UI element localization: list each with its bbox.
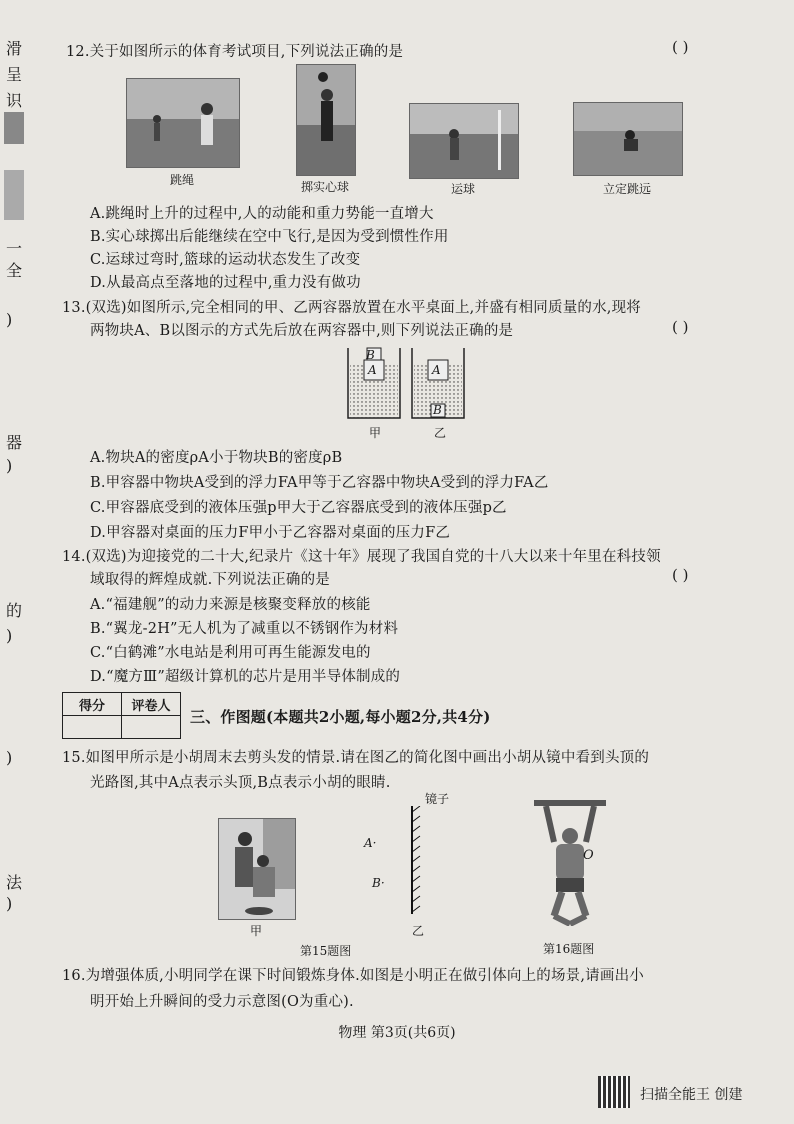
- label-a-jia: A: [368, 363, 377, 377]
- page-footer: 物理 第3页(共6页): [338, 1025, 456, 1041]
- photo-long-jump: [573, 102, 683, 176]
- margin-char: 识: [6, 91, 23, 110]
- margin-char: 器: [6, 433, 23, 452]
- mirror-label: 镜子: [425, 792, 450, 806]
- margin-char: 的: [6, 601, 23, 620]
- q13-option-c: C.甲容器底受到的液体压强p甲大于乙容器底受到的液体压强p乙: [90, 500, 507, 516]
- q14-option-d: D.“魔方Ⅲ”超级计算机的芯片是用半导体制成的: [90, 669, 401, 685]
- photo-jump-rope: [126, 78, 240, 168]
- q16-pullup-figure: [532, 798, 608, 926]
- photo-shot-put: [296, 64, 356, 176]
- label-yi: 乙: [434, 426, 447, 440]
- score-table: [62, 692, 181, 739]
- q15-line1: 15.如图甲所示是小胡周末去剪头发的情景.请在图乙的简化图中画出小胡从镜中看到头顶的: [62, 750, 650, 766]
- margin-char: 呈: [6, 65, 23, 84]
- margin-char: ): [6, 310, 13, 329]
- q12-stem: 12.关于如图所示的体育考试项目,下列说法正确的是: [66, 44, 404, 60]
- q14-stem-line2: 域取得的辉煌成就.下列说法正确的是: [90, 572, 331, 588]
- caption-jump-rope: 跳绳: [169, 173, 194, 187]
- caption-long-jump: 立定跳远: [602, 182, 651, 196]
- margin-char: 滑: [6, 39, 23, 58]
- photo-dribble: [409, 103, 519, 179]
- margin-char: ): [6, 748, 13, 767]
- margin-char: 法: [6, 873, 23, 892]
- grader-cell-label: 评卷人: [122, 693, 181, 716]
- score-cell-blank[interactable]: [63, 716, 122, 739]
- q14-stem-line1: 14.(双选)为迎接党的二十大,纪录片《这十年》展现了我国自党的十八大以来十年里在科技领: [62, 549, 661, 565]
- q14-option-b: B.“翼龙-2H”无人机为了减重以不锈钢作为材料: [90, 621, 399, 637]
- q14-option-c: C.“白鹤滩”水电站是利用可再生能源发电的: [90, 645, 371, 661]
- score-cell-label: 得分: [63, 693, 122, 716]
- q15-label-jia: 甲: [250, 924, 263, 938]
- q13-stem-line1: 13.(双选)如图所示,完全相同的甲、乙两容器放置在水平桌面上,并盛有相同质量的水,现将: [62, 300, 641, 316]
- margin-char: 一: [6, 239, 23, 258]
- label-a-yi: A: [432, 363, 441, 377]
- q16-line2: 明开始上升瞬间的受力示意图(O为重心).: [90, 994, 354, 1010]
- q13-option-d: D.甲容器对桌面的压力F甲小于乙容器对桌面的压力F乙: [90, 525, 451, 541]
- margin-char: 全: [6, 261, 23, 280]
- q12-option-b: B.实心球掷出后能继续在空中飞行,是因为受到惯性作用: [90, 229, 449, 245]
- margin-char: ): [6, 456, 13, 475]
- q12-option-c: C.运球过弯时,篮球的运动状态发生了改变: [90, 252, 361, 268]
- label-b-yi: B: [433, 403, 442, 417]
- label-b-jia: B: [366, 348, 375, 362]
- q13-container-diagram: [340, 344, 470, 422]
- q16-caption: 第16题图: [543, 942, 595, 956]
- q12-answer-paren: ( ): [672, 38, 689, 56]
- caption-dribble: 运球: [450, 182, 475, 196]
- center-of-gravity-label: O: [583, 848, 594, 863]
- caption-shot-put: 掷实心球: [300, 180, 349, 194]
- q12-option-a: A.跳绳时上升的过程中,人的动能和重力势能一直增大: [90, 206, 434, 222]
- point-b: B·: [372, 876, 385, 890]
- margin-char: ): [6, 894, 13, 913]
- q13-option-b: B.甲容器中物块A受到的浮力FA甲等于乙容器中物块A受到的浮力FA乙: [90, 475, 549, 491]
- margin-char: ): [6, 626, 13, 645]
- grader-cell-blank[interactable]: [122, 716, 181, 739]
- q13-stem-line2: 两物块A、B以图示的方式先后放在两容器中,则下列说法正确的是: [90, 323, 514, 339]
- section3-heading: 三、作图题(本题共2小题,每小题2分,共4分): [190, 708, 491, 726]
- q13-answer-paren: ( ): [672, 318, 689, 336]
- q16-line1: 16.为增强体质,小明同学在课下时间锻炼身体.如图是小明正在做引体向上的场景,请画出小: [62, 968, 644, 984]
- q12-option-d: D.从最高点至落地的过程中,重力没有做功: [90, 275, 361, 291]
- margin-scan-mark: [4, 170, 24, 220]
- margin-scan-mark: [4, 112, 24, 144]
- q14-option-a: A.“福建舰”的动力来源是核聚变释放的核能: [90, 597, 371, 613]
- q15-label-yi: 乙: [412, 924, 425, 938]
- q14-answer-paren: ( ): [672, 566, 689, 584]
- q15-caption: 第15题图: [300, 944, 352, 958]
- mirror-diagram: [408, 806, 424, 916]
- q15-line2: 光路图,其中A点表示头顶,B点表示小胡的眼睛.: [90, 775, 391, 791]
- point-a: A·: [364, 836, 377, 850]
- q15-photo-jia: [218, 818, 296, 920]
- q13-option-a: A.物块A的密度ρA小于物块B的密度ρB: [90, 450, 343, 466]
- qr-code-icon: [598, 1076, 630, 1108]
- scanner-watermark: 扫描全能王 创建: [640, 1087, 743, 1103]
- label-jia: 甲: [369, 426, 382, 440]
